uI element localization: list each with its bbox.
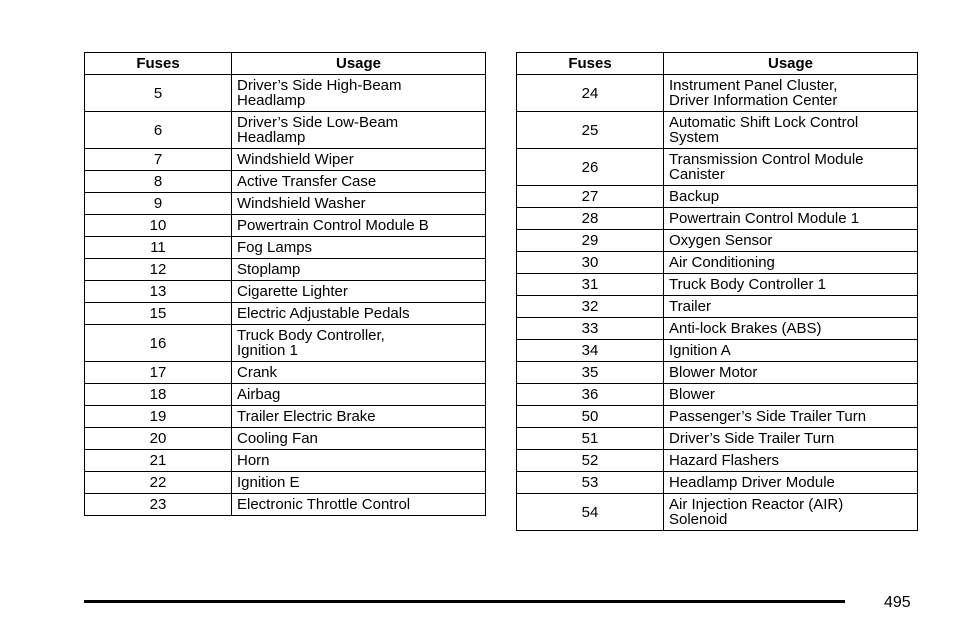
table-row: [85, 112, 486, 149]
fuse-usage-cell: Passenger’s Side Trailer Turn: [664, 406, 918, 428]
fuse-number-cell: 17: [85, 362, 232, 384]
fuse-number-cell: 36: [517, 384, 664, 406]
fuse-number-cell: 29: [517, 230, 664, 252]
fuse-number-cell: 8: [85, 171, 232, 193]
fuse-number-cell: 22: [85, 472, 232, 494]
table-row: [517, 149, 918, 186]
table-row: [517, 384, 918, 406]
fuse-usage-cell: Oxygen Sensor: [664, 230, 918, 252]
usage-column-header: Usage: [664, 53, 918, 75]
fuse-number-cell: 12: [85, 259, 232, 281]
page-number: 495: [884, 594, 911, 611]
fuse-table-right: [516, 52, 918, 531]
fuses-column-header: Fuses: [517, 53, 664, 75]
fuse-number-cell: 7: [85, 149, 232, 171]
fuse-usage-cell: Truck Body Controller, Ignition 1: [232, 325, 486, 362]
table-row: [85, 472, 486, 494]
fuse-usage-cell: Horn: [232, 450, 486, 472]
table-row: [85, 149, 486, 171]
fuse-number-cell: 26: [517, 149, 664, 186]
fuse-table-left: [84, 52, 486, 516]
table-row: [517, 208, 918, 230]
table-row: [517, 406, 918, 428]
fuse-table-body: [85, 75, 486, 516]
fuse-usage-cell: Anti-lock Brakes (ABS): [664, 318, 918, 340]
table-row: [517, 230, 918, 252]
fuse-number-cell: 5: [85, 75, 232, 112]
fuse-usage-cell: Air Injection Reactor (AIR) Solenoid: [664, 494, 918, 531]
table-row: [85, 193, 486, 215]
fuse-number-cell: 11: [85, 237, 232, 259]
fuse-number-cell: 10: [85, 215, 232, 237]
table-row: [85, 215, 486, 237]
fuse-usage-cell: Backup: [664, 186, 918, 208]
fuse-usage-cell: Blower: [664, 384, 918, 406]
fuse-usage-cell: Hazard Flashers: [664, 450, 918, 472]
table-row: [85, 171, 486, 193]
fuse-usage-cell: Cigarette Lighter: [232, 281, 486, 303]
fuse-usage-cell: Cooling Fan: [232, 428, 486, 450]
fuse-number-cell: 54: [517, 494, 664, 531]
fuse-number-cell: 32: [517, 296, 664, 318]
fuse-usage-cell: Blower Motor: [664, 362, 918, 384]
table-row: [85, 325, 486, 362]
fuse-usage-cell: Electronic Throttle Control: [232, 494, 486, 516]
table-row: [517, 274, 918, 296]
fuses-column-header: Fuses: [85, 53, 232, 75]
fuse-usage-cell: Windshield Washer: [232, 193, 486, 215]
fuse-usage-cell: Powertrain Control Module B: [232, 215, 486, 237]
fuse-number-cell: 16: [85, 325, 232, 362]
fuse-usage-cell: Headlamp Driver Module: [664, 472, 918, 494]
fuse-usage-cell: Ignition A: [664, 340, 918, 362]
table-row: [517, 494, 918, 531]
fuse-number-cell: 31: [517, 274, 664, 296]
fuse-usage-cell: Air Conditioning: [664, 252, 918, 274]
table-row: [517, 112, 918, 149]
table-header-row: [517, 53, 918, 75]
footer-divider: [84, 600, 845, 603]
fuse-usage-cell: Driver’s Side Low-Beam Headlamp: [232, 112, 486, 149]
fuse-usage-cell: Electric Adjustable Pedals: [232, 303, 486, 325]
fuse-usage-cell: Driver’s Side Trailer Turn: [664, 428, 918, 450]
fuse-number-cell: 19: [85, 406, 232, 428]
fuse-usage-cell: Powertrain Control Module 1: [664, 208, 918, 230]
table-row: [517, 75, 918, 112]
fuse-table-body: [517, 75, 918, 531]
table-row: [85, 450, 486, 472]
fuse-usage-cell: Windshield Wiper: [232, 149, 486, 171]
table-row: [85, 362, 486, 384]
table-row: [517, 186, 918, 208]
fuse-number-cell: 33: [517, 318, 664, 340]
fuse-number-cell: 21: [85, 450, 232, 472]
fuse-number-cell: 52: [517, 450, 664, 472]
table-row: [85, 281, 486, 303]
fuse-number-cell: 53: [517, 472, 664, 494]
fuse-number-cell: 9: [85, 193, 232, 215]
fuse-number-cell: 28: [517, 208, 664, 230]
table-row: [85, 75, 486, 112]
fuse-number-cell: 24: [517, 75, 664, 112]
fuse-usage-cell: Fog Lamps: [232, 237, 486, 259]
fuse-usage-cell: Automatic Shift Lock Control System: [664, 112, 918, 149]
fuse-number-cell: 51: [517, 428, 664, 450]
table-row: [517, 428, 918, 450]
fuse-number-cell: 13: [85, 281, 232, 303]
fuse-usage-cell: Active Transfer Case: [232, 171, 486, 193]
table-row: [517, 450, 918, 472]
fuse-number-cell: 30: [517, 252, 664, 274]
table-header-row: [85, 53, 486, 75]
table-row: [517, 252, 918, 274]
fuse-number-cell: 15: [85, 303, 232, 325]
fuse-usage-cell: Driver’s Side High-Beam Headlamp: [232, 75, 486, 112]
fuse-number-cell: 35: [517, 362, 664, 384]
table-row: [517, 318, 918, 340]
table-row: [85, 494, 486, 516]
fuse-usage-cell: Stoplamp: [232, 259, 486, 281]
table-row: [85, 384, 486, 406]
table-row: [85, 303, 486, 325]
fuse-usage-cell: Trailer Electric Brake: [232, 406, 486, 428]
fuse-usage-cell: Transmission Control Module Canister: [664, 149, 918, 186]
fuse-usage-cell: Airbag: [232, 384, 486, 406]
table-row: [85, 237, 486, 259]
table-row: [517, 362, 918, 384]
fuse-usage-cell: Crank: [232, 362, 486, 384]
table-row: [85, 259, 486, 281]
table-row: [85, 406, 486, 428]
fuse-number-cell: 34: [517, 340, 664, 362]
table-row: [517, 472, 918, 494]
fuse-number-cell: 18: [85, 384, 232, 406]
fuse-number-cell: 23: [85, 494, 232, 516]
fuse-number-cell: 6: [85, 112, 232, 149]
fuse-number-cell: 27: [517, 186, 664, 208]
fuse-number-cell: 25: [517, 112, 664, 149]
table-row: [517, 340, 918, 362]
table-row: [85, 428, 486, 450]
usage-column-header: Usage: [232, 53, 486, 75]
fuse-number-cell: 20: [85, 428, 232, 450]
fuse-number-cell: 50: [517, 406, 664, 428]
fuse-usage-cell: Trailer: [664, 296, 918, 318]
fuse-usage-cell: Ignition E: [232, 472, 486, 494]
table-row: [517, 296, 918, 318]
fuse-usage-cell: Truck Body Controller 1: [664, 274, 918, 296]
fuse-usage-cell: Instrument Panel Cluster, Driver Information Center: [664, 75, 918, 112]
